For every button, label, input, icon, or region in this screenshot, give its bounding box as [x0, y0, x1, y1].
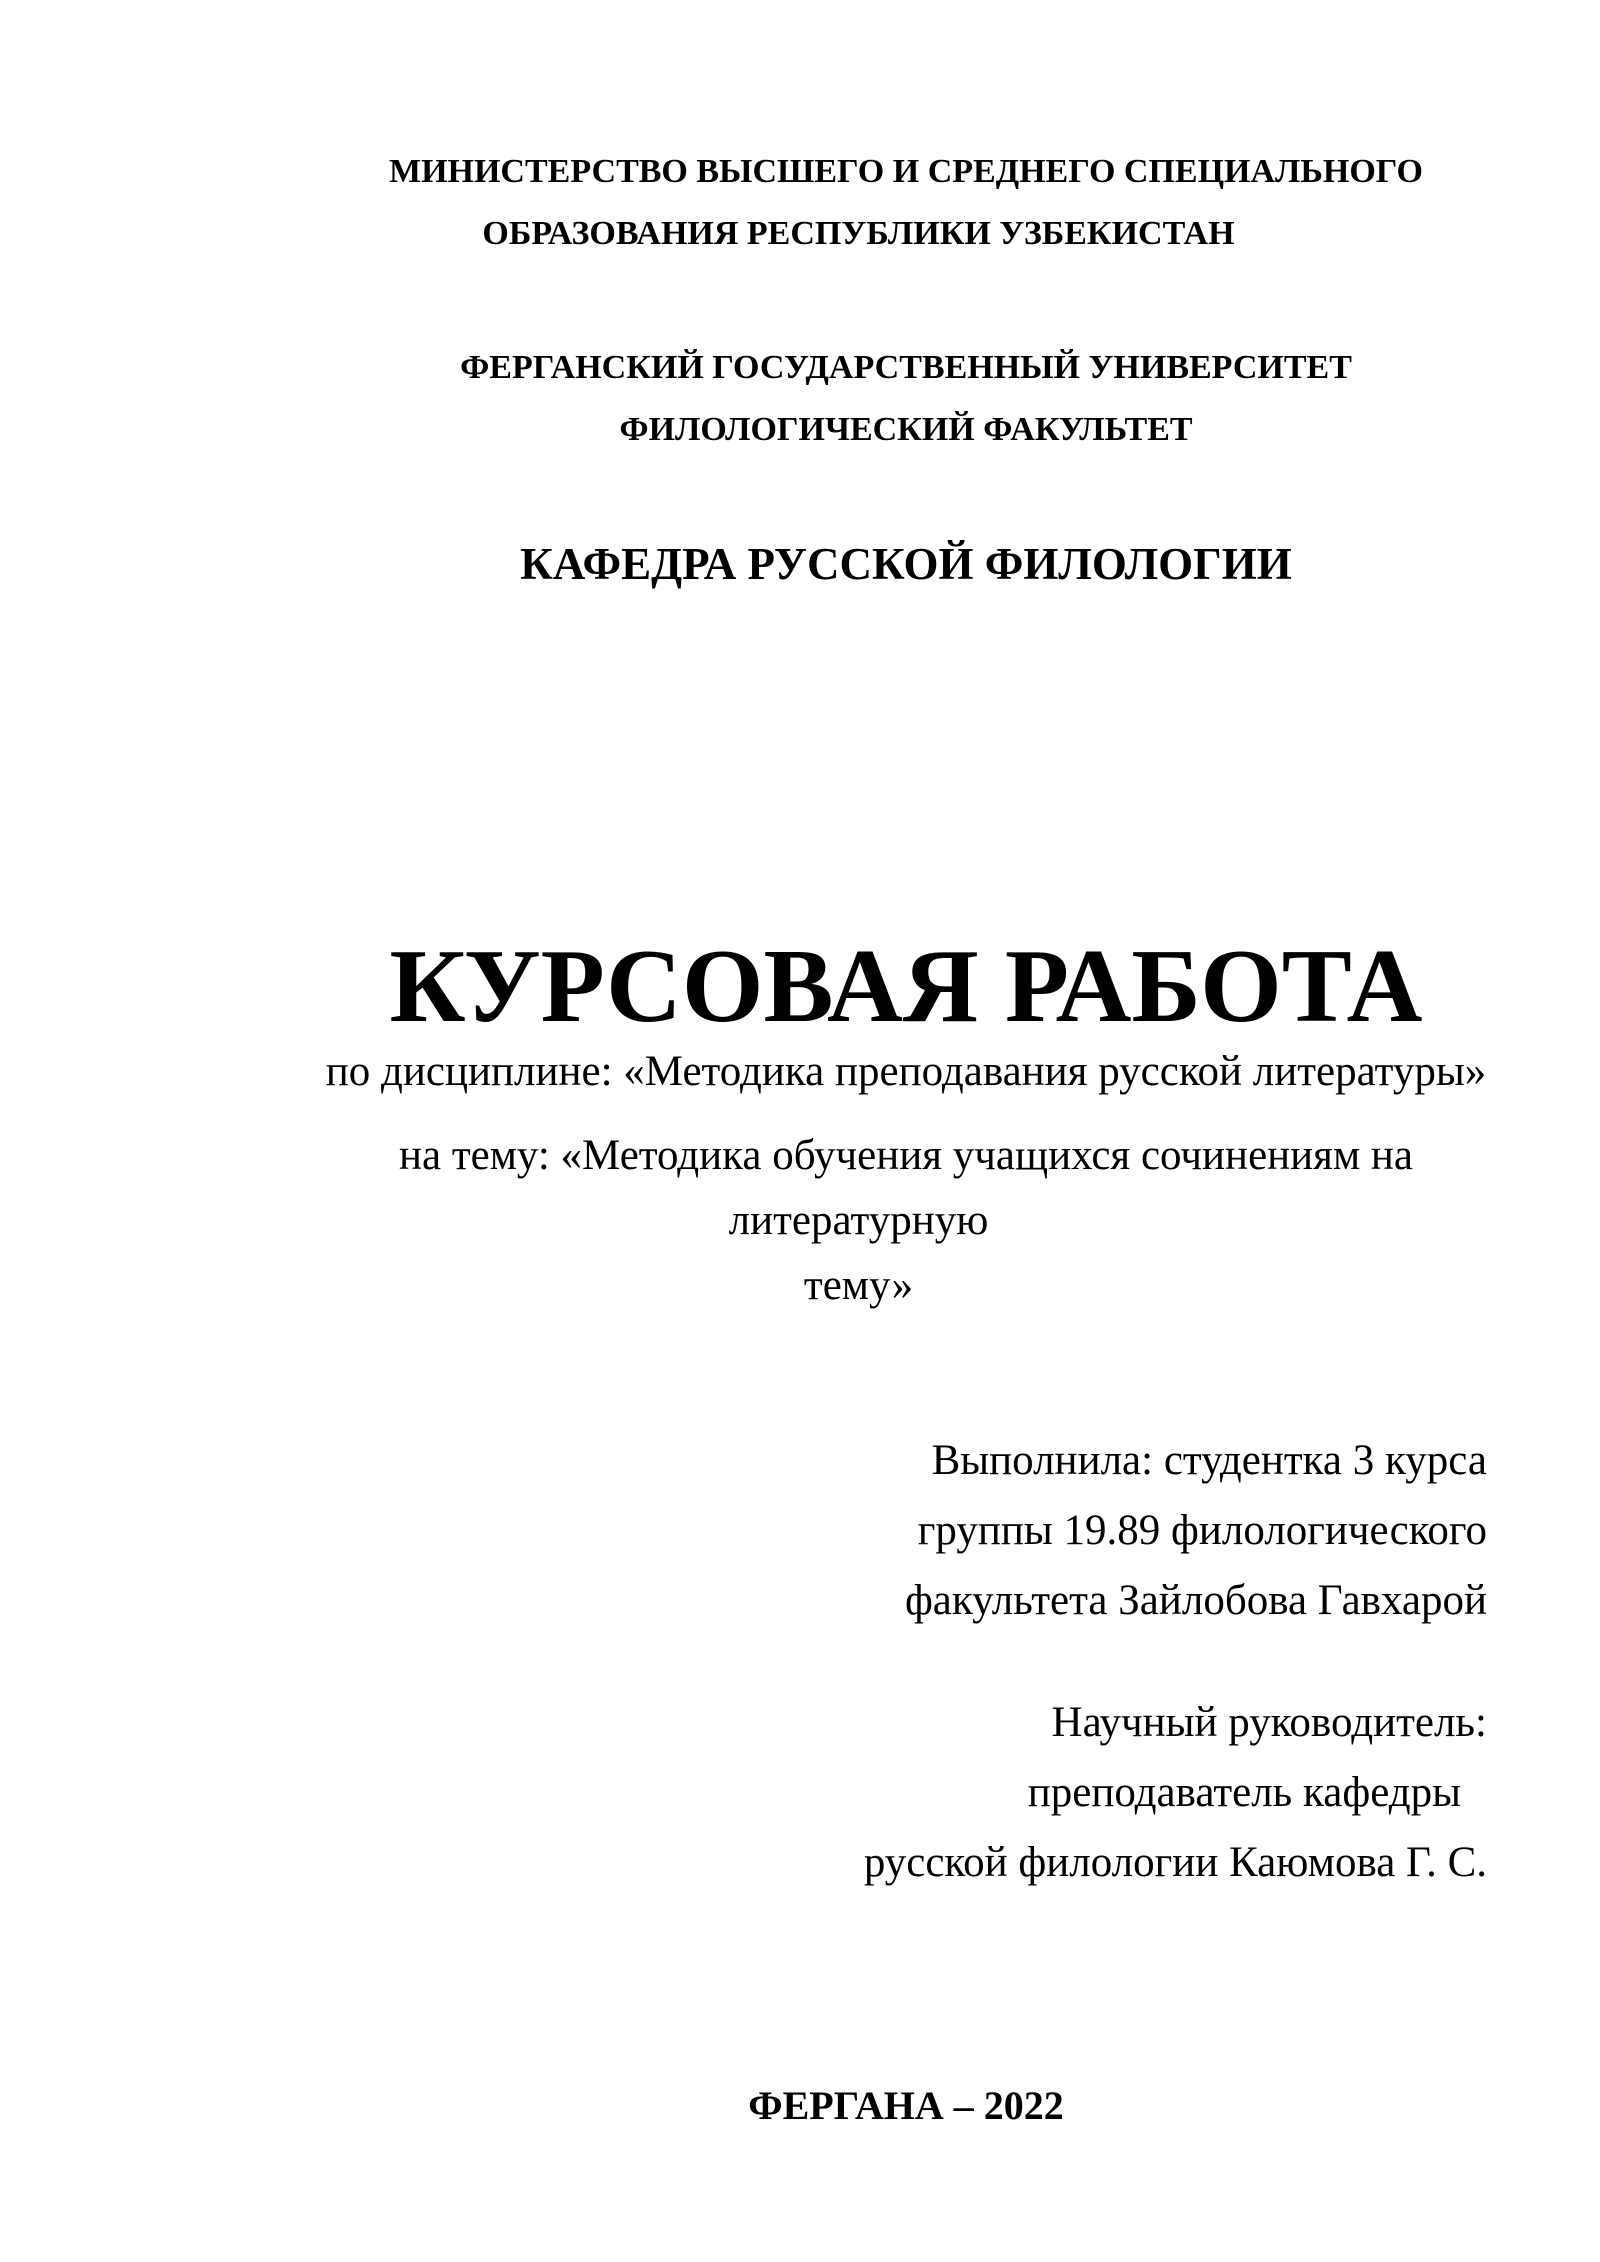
- faculty-heading: ФИЛОЛОГИЧЕСКИЙ ФАКУЛЬТЕТ: [619, 411, 1193, 448]
- supervisor-block: [230, 1688, 1487, 1898]
- supervisor-line-2: преподаватель кафедры: [1027, 1769, 1461, 1816]
- author-line-2: группы 19.89 филологического: [917, 1507, 1487, 1554]
- theme-line-1: на тему: «Методика обучения учащихся сочинениям на литературную: [398, 1132, 1414, 1244]
- ministry-line-1: МИНИСТЕРСТВО ВЫСШЕГО И СРЕДНЕГО СПЕЦИАЛЬНОГО: [389, 153, 1423, 190]
- university-heading: ФЕРГАНСКИЙ ГОСУДАРСТВЕННЫЙ УНИВЕРСИТЕТ: [460, 349, 1352, 386]
- author-line-1: Выполнила: студентка 3 курса: [931, 1437, 1487, 1484]
- discipline-line: по дисциплине: «Методика преподавания русской литературы»: [325, 1048, 1487, 1095]
- page-content: [230, 0, 1487, 2137]
- author-line-3: факультета Зайлобова Гавхарой: [904, 1577, 1487, 1624]
- theme-paragraph: [230, 1123, 1487, 1318]
- supervisor-line-1: Научный руководитель:: [1051, 1699, 1487, 1746]
- department-heading: КАФЕДРА РУССКОЙ ФИЛОЛОГИИ: [520, 539, 1292, 589]
- theme-line-2: тему»: [803, 1262, 914, 1309]
- supervisor-line-3: русской филологии Каюмова Г. С.: [863, 1839, 1487, 1886]
- ministry-line-2: ОБРАЗОВАНИЯ РЕСПУБЛИКИ УЗБЕКИСТАН: [482, 215, 1235, 252]
- ministry-heading: [230, 141, 1487, 265]
- author-block: [230, 1426, 1487, 1636]
- footer-city-year: ФЕРГАНА – 2022: [748, 2083, 1064, 2128]
- main-title: КУРСОВАЯ РАБОТА: [389, 927, 1423, 1044]
